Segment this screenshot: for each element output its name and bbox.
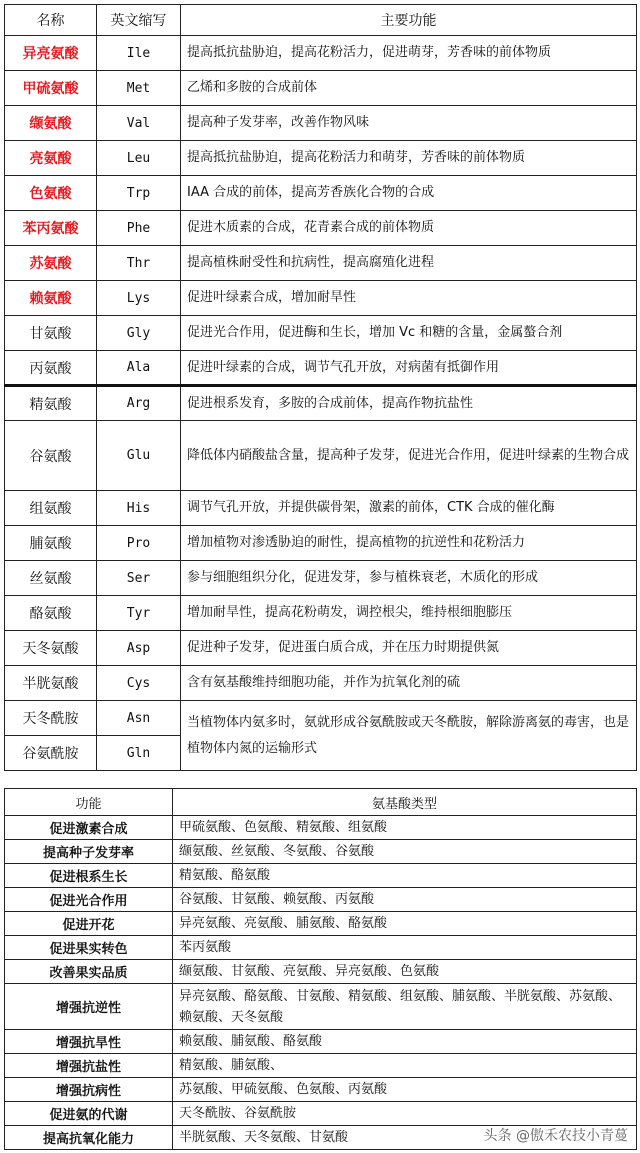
amino-acid-types: 缬氨酸、丝氨酸、冬氨酸、谷氨酸 (173, 840, 637, 864)
amino-acid-function: 降低体内硝酸盐含量，提高种子发芽，促进光合作用，促进叶绿素的生物合成 (181, 421, 637, 491)
amino-acid-name: 谷氨酰胺 (5, 736, 97, 771)
amino-acid-abbr: Arg (97, 386, 181, 421)
table-row (5, 701, 637, 736)
table-row (5, 936, 637, 960)
amino-acid-function: 乙烯和多胺的合成前体 (181, 71, 637, 106)
function-label: 促进开花 (5, 912, 173, 936)
function-label: 增强抗病性 (5, 1078, 173, 1102)
function-label: 促进果实转色 (5, 936, 173, 960)
amino-acid-abbr: Gly (97, 316, 181, 351)
table-row (5, 386, 637, 421)
amino-acid-name: 亮氨酸 (5, 141, 97, 176)
function-label: 增强抗逆性 (5, 984, 173, 1030)
amino-acid-name: 天冬酰胺 (5, 701, 97, 736)
amino-acid-types: 异亮氨酸、亮氨酸、脯氨酸、酪氨酸 (173, 912, 637, 936)
amino-acid-name: 甲硫氨酸 (5, 71, 97, 106)
amino-acid-abbr: Asn (97, 701, 181, 736)
amino-acid-name: 异亮氨酸 (5, 36, 97, 71)
amino-acid-types: 谷氨酸、甘氨酸、赖氨酸、丙氨酸 (173, 888, 637, 912)
amino-acid-types: 赖氨酸、脯氨酸、酪氨酸 (173, 1030, 637, 1054)
amino-acid-name: 缬氨酸 (5, 106, 97, 141)
function-label: 促进光合作用 (5, 888, 173, 912)
amino-acid-name: 甘氨酸 (5, 316, 97, 351)
function-label: 改善果实品质 (5, 960, 173, 984)
amino-acid-name: 丝氨酸 (5, 561, 97, 596)
amino-acid-function: 提高抵抗盐胁迫，提高花粉活力和萌芽，芳香味的前体物质 (181, 141, 637, 176)
amino-acid-types: 异亮氨酸、酪氨酸、甘氨酸、精氨酸、组氨酸、脯氨酸、半胱氨酸、苏氨酸、赖氨酸、天冬氨酸 (173, 984, 637, 1030)
header-function: 主要功能 (181, 5, 637, 36)
amino-acid-abbr: Met (97, 71, 181, 106)
table-header-row (5, 789, 637, 816)
table-row (5, 351, 637, 386)
amino-acid-function-table (4, 4, 637, 771)
function-label: 促进氨的代谢 (5, 1102, 173, 1126)
table-row (5, 596, 637, 631)
amino-acid-function: 促进叶绿素合成，增加耐旱性 (181, 281, 637, 316)
amino-acid-abbr: Asp (97, 631, 181, 666)
amino-acid-abbr: Ile (97, 36, 181, 71)
function-label: 促进根系生长 (5, 864, 173, 888)
amino-acid-abbr: Leu (97, 141, 181, 176)
amino-acid-name: 丙氨酸 (5, 351, 97, 386)
amino-acid-function: 提高种子发芽率，改善作物风味 (181, 106, 637, 141)
table-row (5, 912, 637, 936)
table-row (5, 666, 637, 701)
function-category-table (4, 788, 637, 1150)
function-label: 提高抗氧化能力 (5, 1126, 173, 1150)
amino-acid-name: 苏氨酸 (5, 246, 97, 281)
amino-acid-abbr: Val (97, 106, 181, 141)
table-row (5, 1078, 637, 1102)
table-row (5, 526, 637, 561)
amino-acid-abbr: Ala (97, 351, 181, 386)
header-abbr: 英文缩写 (97, 5, 181, 36)
amino-acid-function: 提高植株耐受性和抗病性，提高腐殖化进程 (181, 246, 637, 281)
amino-acid-abbr: Tyr (97, 596, 181, 631)
amino-acid-name: 谷氨酸 (5, 421, 97, 491)
amino-acid-function: 增加耐旱性，提高花粉萌发，调控根尖，维持根细胞膨压 (181, 596, 637, 631)
amino-acid-function: 促进光合作用，促进酶和生长，增加 Vc 和糖的含量，金属螯合剂 (181, 316, 637, 351)
table-row (5, 71, 637, 106)
amino-acid-types: 苏氨酸、甲硫氨酸、色氨酸、丙氨酸 (173, 1078, 637, 1102)
amino-acid-function: 含有氨基酸维持细胞功能，并作为抗氧化剂的硫 (181, 666, 637, 701)
amino-acid-function: 当植物体内氨多时，氨就形成谷氨酰胺或天冬酰胺，解除游离氨的毒害，也是植物体内氮的运输形式 (181, 701, 637, 771)
table-row (5, 816, 637, 840)
amino-acid-abbr: His (97, 491, 181, 526)
table-row (5, 36, 637, 71)
amino-acid-abbr: Thr (97, 246, 181, 281)
amino-acid-function: 提高抵抗盐胁迫，提高花粉活力，促进萌芽，芳香味的前体物质 (181, 36, 637, 71)
amino-acid-abbr: Lys (97, 281, 181, 316)
amino-acid-types: 天冬酰胺、谷氨酰胺 (173, 1102, 637, 1126)
amino-acid-function: IAA 合成的前体，提高芳香族化合物的合成 (181, 176, 637, 211)
amino-acid-types: 精氨酸、酪氨酸 (173, 864, 637, 888)
amino-acid-name: 赖氨酸 (5, 281, 97, 316)
amino-acid-function: 促进根系发育，多胺的合成前体，提高作物抗盐性 (181, 386, 637, 421)
table-row (5, 631, 637, 666)
table-row (5, 106, 637, 141)
table-row (5, 1030, 637, 1054)
amino-acid-function: 促进种子发芽，促进蛋白质合成，并在压力时期提供氮 (181, 631, 637, 666)
table-row (5, 176, 637, 211)
table-row (5, 960, 637, 984)
function-label: 提高种子发芽率 (5, 840, 173, 864)
amino-acid-abbr: Phe (97, 211, 181, 246)
amino-acid-abbr: Ser (97, 561, 181, 596)
header-name: 名称 (5, 5, 97, 36)
amino-acid-types: 半胱氨酸、天冬氨酸、甘氨酸 (173, 1126, 637, 1150)
amino-acid-function: 调节气孔开放，并提供碳骨架，激素的前体，CTK 合成的催化酶 (181, 491, 637, 526)
amino-acid-function: 促进木质素的合成，花青素合成的前体物质 (181, 211, 637, 246)
table-row (5, 561, 637, 596)
amino-acid-abbr: Gln (97, 736, 181, 771)
amino-acid-abbr: Trp (97, 176, 181, 211)
table-row (5, 1054, 637, 1078)
table-row (5, 864, 637, 888)
table-row (5, 491, 637, 526)
table-row (5, 840, 637, 864)
table-row (5, 246, 637, 281)
amino-acid-name: 组氨酸 (5, 491, 97, 526)
amino-acid-name: 苯丙氨酸 (5, 211, 97, 246)
amino-acid-name: 天冬氨酸 (5, 631, 97, 666)
amino-acid-types: 缬氨酸、甘氨酸、亮氨酸、异亮氨酸、色氨酸 (173, 960, 637, 984)
amino-acid-abbr: Glu (97, 421, 181, 491)
watermark: 头条 @傲禾农技小青蔓 (483, 1128, 628, 1144)
table-row (5, 888, 637, 912)
amino-acid-types: 精氨酸、脯氨酸、 (173, 1054, 637, 1078)
function-label: 增强抗旱性 (5, 1030, 173, 1054)
table-row (5, 421, 637, 491)
table-row (5, 316, 637, 351)
table-row (5, 141, 637, 176)
table-row (5, 1102, 637, 1126)
amino-acid-name: 半胱氨酸 (5, 666, 97, 701)
table-header-row (5, 5, 637, 36)
header-function: 功能 (5, 789, 173, 816)
amino-acid-types: 甲硫氨酸、色氨酸、精氨酸、组氨酸 (173, 816, 637, 840)
amino-acid-function: 增加植物对渗透胁迫的耐性，提高植物的抗逆性和花粉活力 (181, 526, 637, 561)
header-amino-acid-types: 氨基酸类型 (173, 789, 637, 816)
amino-acid-function: 参与细胞组织分化，促进发芽，参与植株衰老，木质化的形成 (181, 561, 637, 596)
table-row (5, 984, 637, 1030)
amino-acid-types: 苯丙氨酸 (173, 936, 637, 960)
function-label: 促进激素合成 (5, 816, 173, 840)
amino-acid-abbr: Cys (97, 666, 181, 701)
amino-acid-name: 精氨酸 (5, 386, 97, 421)
amino-acid-name: 色氨酸 (5, 176, 97, 211)
amino-acid-abbr: Pro (97, 526, 181, 561)
table-row (5, 281, 637, 316)
table-row (5, 211, 637, 246)
amino-acid-name: 酪氨酸 (5, 596, 97, 631)
amino-acid-function: 促进叶绿素的合成，调节气孔开放，对病菌有抵御作用 (181, 351, 637, 386)
amino-acid-name: 脯氨酸 (5, 526, 97, 561)
function-label: 增强抗盐性 (5, 1054, 173, 1078)
